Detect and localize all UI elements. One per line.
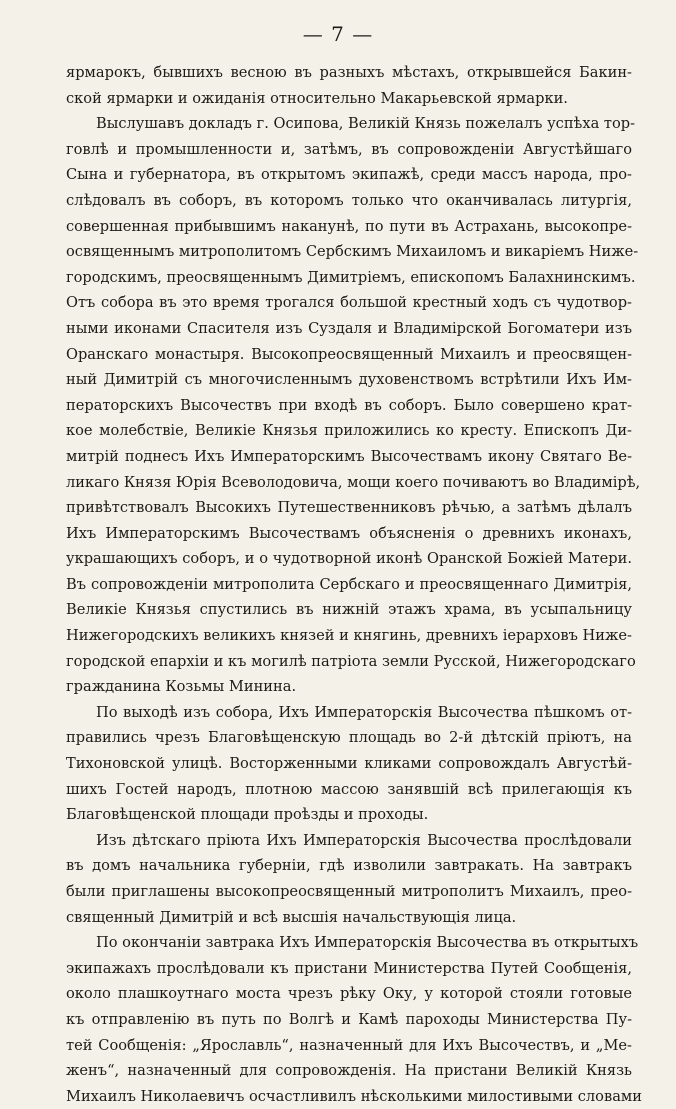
page-number: — 7 —: [302, 22, 374, 46]
text-line: украшающихъ соборъ, и о чудотворной иконѣ Оранской Божіей Матери.: [66, 550, 632, 568]
text-line: ный Димитрій съ многочисленнымъ духовенствомъ встрѣтили Ихъ Им-: [66, 371, 632, 389]
text-line: По выходѣ изъ собора, Ихъ Императорскія Высочества пѣшкомъ от-: [96, 703, 632, 721]
text-line: около плашкоутнаго моста чрезъ рѣку Оку, у которой стояли готовые: [66, 985, 632, 1003]
paragraph-4: [66, 828, 632, 930]
paragraph-2: [66, 111, 641, 700]
text-line: Ихъ Императорскимъ Высочествамъ объясненія о древнихъ иконахъ,: [66, 524, 632, 542]
text-line: тей Сообщенія: „Ярославль“, назначенный для Ихъ Высочествъ, и „Ме-: [66, 1036, 632, 1054]
text-line: были приглашены высокопреосвященный митрополитъ Михаилъ, прео-: [66, 883, 632, 900]
paragraph-3: [66, 700, 632, 828]
text-line: Тихоновской улицѣ. Восторженными кликами сопровождалъ Августѣй-: [66, 755, 632, 773]
text-line: Оранскаго монастыря. Высокопреосвященный Михаилъ и преосвящен-: [66, 345, 632, 363]
text-line: совершенная прибывшимъ наканунѣ, по пути въ Астрахань, высокопре-: [66, 217, 632, 235]
text-line: въ домъ начальника губерніи, гдѣ изволили завтракать. На завтракъ: [66, 857, 632, 875]
paragraph-1: [66, 60, 632, 111]
text-line: гражданина Козьмы Минина.: [66, 678, 297, 696]
text-line: Сына и губернатора, въ открытомъ экипажѣ, среди массъ народа, про-: [66, 166, 632, 184]
text-line: правились чрезъ Благовѣщенскую площадь во 2-й дѣтскій пріютъ, на: [66, 729, 632, 747]
text-line: священный Димитрій и всѣ высшія начальствующія лица.: [66, 908, 517, 926]
text-line: говлѣ и промышленности и, затѣмъ, въ сопровожденіи Августѣйшаго: [66, 140, 632, 158]
text-line: городскимъ, преосвященнымъ Димитріемъ, епископомъ Балахнинскимъ.: [66, 268, 636, 286]
text-line: Михаилъ Николаевичъ осчастливилъ нѣсколькими милостивыми словами: [66, 1087, 642, 1105]
text-line: ской ярмарки и ожиданія относительно Макарьевской ярмарки.: [66, 89, 568, 107]
text-line: Изъ дѣтскаго пріюта Ихъ Императорскія Высочества прослѣдовали: [96, 831, 632, 849]
text-body: [66, 60, 642, 1109]
text-line: городской епархіи и къ могилѣ патріота земли Русской, Нижегородскаго: [66, 652, 636, 670]
text-line: Въ сопровожденіи митрополита Сербскаго и преосвященнаго Димитрія,: [66, 575, 632, 593]
text-line: Нижегородскихъ великихъ князей и княгинь, древнихъ іерарховъ Ниже-: [66, 627, 632, 645]
text-line: привѣтствовалъ Высокихъ Путешественниковъ рѣчью, а затѣмъ дѣлалъ: [66, 499, 632, 517]
text-line: Великіе Князья спустились въ нижній этажъ храма, въ усыпальницу: [66, 601, 632, 619]
text-line: слѣдовалъ въ соборъ, въ которомъ только что оканчивалась литургія,: [66, 191, 632, 209]
text-line: ликаго Князя Юрія Всеволодовича, мощи коего почиваютъ во Владимірѣ,: [66, 473, 641, 491]
text-line: экипажахъ прослѣдовали къ пристани Министерства Путей Сообщенія,: [66, 959, 632, 977]
text-line: освященнымъ митрополитомъ Сербскимъ Михаиломъ и викаріемъ Ниже-: [66, 243, 639, 261]
text-line: ными иконами Спасителя изъ Суздаля и Владимірской Богоматери изъ: [66, 319, 632, 337]
text-line: По окончаніи завтрака Ихъ Императорскія Высочества въ открытыхъ: [96, 934, 639, 952]
text-line: Отъ собора въ это время трогался большой крестный ходъ съ чудотвор-: [66, 294, 632, 312]
text-line: Благовѣщенской площади проѣзды и проходы.: [66, 806, 429, 824]
text-line: къ отправленію въ путь по Волгѣ и Камѣ пароходы Министерства Пу-: [66, 1010, 632, 1028]
text-line: Выслушавъ докладъ г. Осипова, Великій Князь пожелалъ успѣха тор-: [96, 115, 636, 133]
text-line: шихъ Гостей народъ, плотною массою занявшій всѣ прилегающія къ: [66, 780, 632, 798]
text-line: митрій поднесъ Ихъ Императорскимъ Высочествамъ икону Святаго Ве-: [66, 447, 632, 465]
text-line: женъ“, назначенный для сопровожденія. На пристани Великій Князь: [66, 1062, 632, 1080]
text-line: ператорскихъ Высочествъ при входѣ въ соборъ. Было совершено крат-: [66, 396, 632, 414]
text-line: ярмарокъ, бывшихъ весною въ разныхъ мѣстахъ, открывшейся Бакин-: [66, 64, 632, 81]
paragraph-5: [66, 930, 642, 1109]
text-line: кое молебствіе, Великіе Князья приложились ко кресту. Епископъ Ди-: [66, 422, 632, 440]
